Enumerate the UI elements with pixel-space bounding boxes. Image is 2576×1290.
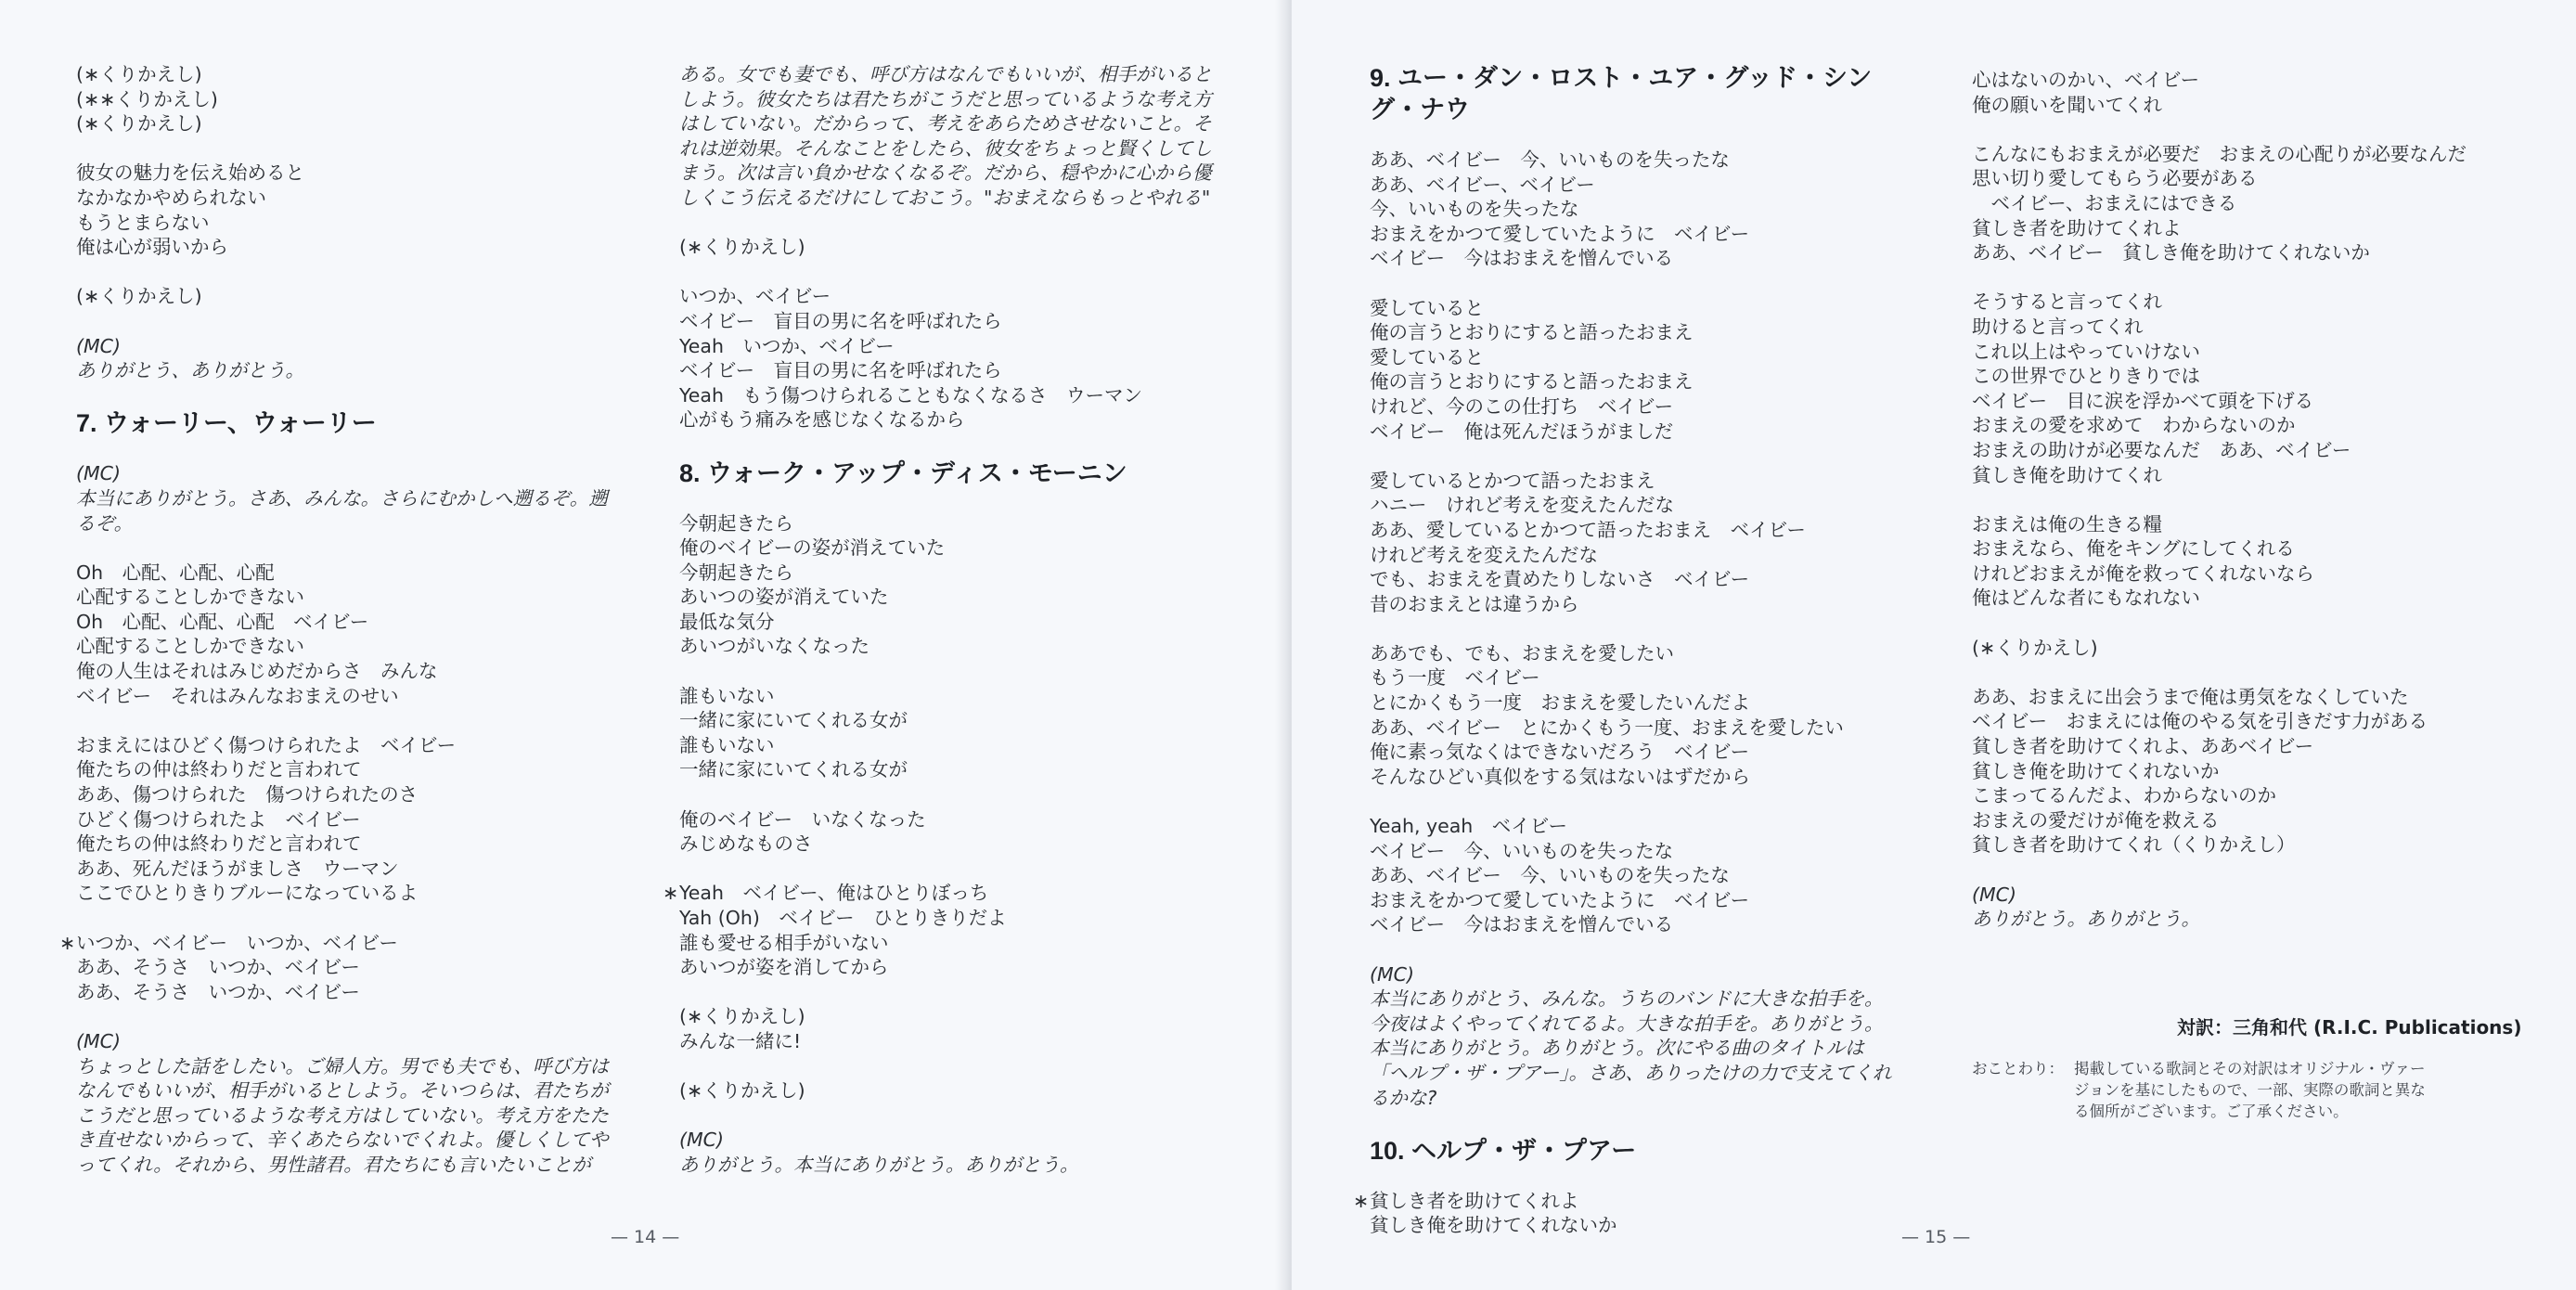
lyric-line: みじめなものさ — [679, 832, 813, 856]
lyric-line: いつか、ベイビー いつか、ベイビー — [76, 931, 398, 954]
song-title: 9. ユー・ダン・ロスト・ユア・グッド・シング・ナウ — [1370, 64, 1873, 123]
left-column-2 — [663, 62, 1217, 1178]
lyric-line: ああ、ベイビー 貧しき俺を助けてくれないか — [1972, 241, 2370, 264]
lyric-line: ハニー けれど考えを変えたんだな — [1370, 494, 1674, 517]
lyric-block — [1370, 296, 1899, 445]
lyric-line: そうすると言ってくれ — [1972, 290, 2162, 314]
lyric-block — [76, 62, 619, 136]
lyric-line: おまえの助けが必要なんだ ああ、ベイビー — [1972, 438, 2351, 461]
mc-label: (MC) — [76, 462, 121, 485]
mc-block — [679, 1128, 1217, 1177]
right-column-2 — [1972, 68, 2529, 932]
lyric-line: おまえをかつて愛していたように ベイビー — [1370, 222, 1750, 245]
disclaimer-text: 掲載している歌詞とその対訳はオリジナル・ヴァージョンを基にしたもので、一部、実際の歌詞と異なる個所がございます。ご了承ください。 — [2074, 1060, 2426, 1120]
lyric-line: 俺たちの仲は終わりだと言われて — [76, 758, 362, 781]
right-column-1 — [1353, 62, 1899, 1238]
lyric-line: 助けると言ってくれ — [1972, 315, 2144, 338]
mc-label: (MC) — [1370, 962, 1414, 986]
lyric-line: 心配することしかできない — [76, 635, 304, 658]
lyric-line: ああ、傷つけられた 傷つけられたのさ — [76, 783, 419, 806]
mc-text: ちょっとした話をしたい。ご婦人方。男でも夫でも、呼び方はなんでもいいが、相手がいるとしよう。そいつらは、君たちがこうだと思っているような考え方はしていない。考え方をたたき直せないからって、辛くあたらないでくれよ。優しくしてやってくれ。それから、男性諸君。君たちにも言いたいことが — [76, 1054, 609, 1176]
lyric-line: 貧しき俺を助けてくれ — [1972, 463, 2162, 486]
lyric-line: ああ、そうさ いつか、ベイビー — [76, 956, 360, 979]
mc-label: (MC) — [76, 1029, 121, 1052]
lyric-line: 愛していると — [1370, 345, 1484, 368]
lyric-line: いつか、ベイビー — [679, 285, 831, 308]
mc-label: (MC) — [76, 334, 121, 357]
lyric-block — [679, 284, 1217, 432]
lyric-line: 今、いいものを失ったな — [1370, 198, 1579, 221]
lyric-block — [1972, 68, 2529, 117]
lyric-line: 愛していると — [1370, 296, 1484, 319]
lyric-line: (∗くりかえし) — [679, 1079, 805, 1103]
lyric-block — [679, 1004, 1217, 1053]
lyric-line: Yah (Oh) ベイビー ひとりきりだよ — [679, 907, 1007, 929]
chorus-marker: ∗ — [663, 882, 679, 905]
lyric-line: 思い切り愛してもらう必要がある — [1972, 167, 2258, 190]
lyric-line: ああ、そうさ いつか、ベイビー — [76, 980, 360, 1003]
lyric-line: 貧しき者を助けてくれよ — [1370, 1189, 1579, 1212]
lyric-block — [1370, 148, 1899, 271]
lyric-line: 誰もいない — [679, 733, 775, 756]
lyric-line: 一緒に家にいてくれる女が — [679, 709, 908, 732]
lyric-block — [76, 284, 619, 309]
lyric-line: ベイビー 今はおまえを憎んでいる — [1370, 247, 1674, 270]
lyric-line: これ以上はやっていけない — [1972, 340, 2200, 363]
lyric-line: ああでも、でも、おまえを愛したい — [1370, 641, 1674, 664]
lyric-line: 心配することしかできない — [76, 586, 304, 609]
lyric-block — [679, 235, 1217, 260]
lyric-line: 貧しき者を助けてくれよ — [1972, 216, 2182, 239]
lyric-line: 昔のおまえとは違うから — [1370, 592, 1579, 615]
lyric-line: こまってるんだよ、わからないのか — [1972, 784, 2276, 807]
lyric-line: (∗くりかえし) — [679, 1005, 805, 1028]
mc-block — [1972, 883, 2529, 932]
mc-text: 本当にありがとう。さあ、みんな。さらにむかしへ遡るぞ。遡るぞ。 — [76, 486, 608, 535]
lyric-line: そんなひどい真似をする気はないはずだから — [1370, 765, 1750, 788]
lyric-line: 貧しき俺を助けてくれないか — [1370, 1214, 1617, 1237]
lyric-block — [1972, 290, 2529, 487]
lyric-line: 俺の人生はそれはみじめだからさ みんな — [76, 660, 438, 683]
lyric-line: 最低な気分 — [679, 610, 775, 633]
lyric-block — [1370, 641, 1899, 790]
lyric-line: この世界でひとりきりでは — [1972, 365, 2200, 388]
lyric-block — [76, 733, 619, 906]
lyric-line: 一緒に家にいてくれる女が — [679, 758, 908, 781]
lyric-block-chorus — [663, 881, 1217, 979]
lyric-block — [76, 561, 619, 709]
lyric-line: 俺たちの仲は終わりだと言われて — [76, 832, 362, 856]
mc-text: ある。女でも妻でも、呼び方はなんでもいいが、相手がいるとしよう。彼女たちは君たちがこうだと思っているような考え方はしていない。だからって、考えをあらためさせないこと。それは逆効果。そんなことをしたら、彼女をちょっと賢くしてしまう。次は言い負かせなくなるぞ。だから、穏やかに心から優しくこう伝えるだけにしておこう。"おまえならもっとやれる" — [679, 63, 1212, 209]
lyric-line: おまえは俺の生きる糧 — [1972, 512, 2162, 535]
lyric-line: (∗くりかえし) — [76, 63, 202, 85]
lyric-line: 誰も愛せる相手がいない — [679, 931, 889, 954]
lyric-line: けれどおまえが俺を救ってくれないなら — [1972, 561, 2314, 585]
lyric-line: 俺の願いを聞いてくれ — [1972, 93, 2162, 116]
translator-credit: 対訳：三角和代 (R.I.C. Publications) — [2177, 1016, 2522, 1038]
lyric-line: けれど考えを変えたんだな — [1370, 543, 1598, 566]
lyric-line: 俺のベイビー いなくなった — [679, 807, 926, 831]
song-title: 8. ウォーク・アップ・ディス・モーニン — [679, 458, 1127, 487]
chorus-marker: ∗ — [59, 931, 76, 954]
lyric-line: ベイビー 俺は死んだほうがましだ — [1370, 419, 1674, 443]
mc-text: ありがとう。ありがとう。 — [1972, 908, 2200, 931]
lyric-line: 心がもう痛みを感じなくなるから — [679, 408, 965, 432]
lyric-line: ああ、ベイビー 今、いいものを失ったな — [1370, 148, 1730, 171]
lyric-line: もうとまらない — [76, 211, 210, 234]
lyric-block — [76, 161, 619, 259]
lyric-line: ベイビー 盲目の男に名を呼ばれたら — [679, 309, 1002, 332]
lyric-line: おまえの愛だけが俺を救える — [1972, 808, 2220, 832]
lyric-line: とにかくもう一度 おまえを愛したいんだよ — [1370, 691, 1750, 715]
lyric-line: ああ、おまえに出会うまで俺は勇気をなくしていた — [1972, 685, 2409, 708]
mc-block — [679, 62, 1217, 211]
lyric-block — [1972, 685, 2529, 858]
lyric-block-chorus — [1353, 1189, 1899, 1238]
lyric-line: もう一度 ベイビー — [1370, 666, 1540, 690]
lyric-line: おまえなら、俺をキングにしてくれる — [1972, 537, 2295, 561]
disclaimer-label: おことわり： — [1972, 1060, 2064, 1077]
mc-text: 本当にありがとう、みんな。うちのバンドに大きな拍手を。今夜はよくやってくれてるよ。大きな拍手を。ありがとう。本当にありがとう。ありがとう。次にやる曲のタイトルは「ヘルプ・ザ・プアー」。さあ、ありったけの力で支えてくれるかな? — [1370, 987, 1892, 1109]
lyric-block — [1972, 512, 2529, 611]
lyric-line: こんなにもおまえが必要だ おまえの心配りが必要なんだ — [1972, 142, 2467, 165]
lyric-block — [679, 684, 1217, 782]
mc-block — [76, 334, 619, 383]
lyric-line: ベイビー 盲目の男に名を呼ばれたら — [679, 359, 1002, 382]
page-number: — 14 — — [611, 1227, 680, 1247]
lyric-line: ベイビー おまえには俺のやる気を引きだす力がある — [1972, 710, 2428, 733]
lyric-line: (∗くりかえし) — [76, 112, 202, 135]
lyric-line: Oh 心配、心配、心配 — [76, 561, 275, 584]
lyric-block — [679, 1078, 1217, 1103]
lyric-line: 貧しき者を助けてくれよ、ああベイビー — [1972, 735, 2314, 758]
lyric-line: ひどく傷つけられたよ ベイビー — [76, 807, 361, 831]
lyric-line: 俺はどんな者にもなれない — [1972, 587, 2200, 610]
lyric-line: (∗∗くりかえし) — [76, 87, 218, 110]
lyric-block — [1370, 814, 1899, 937]
lyric-line: 彼女の魅力を伝え始めると — [76, 161, 304, 185]
lyric-line: ああ、死んだほうがましさ ウーマン — [76, 857, 399, 880]
lyric-line: 今朝起きたら — [679, 511, 793, 535]
lyric-line: 俺に素っ気なくはできないだろう ベイビー — [1370, 741, 1750, 764]
lyric-line: (∗くりかえし) — [679, 236, 805, 259]
mc-block — [76, 461, 619, 535]
lyric-line: 誰もいない — [679, 684, 775, 707]
page-number: — 15 — — [1901, 1227, 1971, 1247]
lyric-line: あいつの姿が消えていた — [679, 586, 889, 609]
mc-text: ありがとう、ありがとう。 — [76, 359, 304, 382]
lyric-line: ベイビー 目に涙を浮かべて頭を下げる — [1972, 389, 2314, 412]
lyric-line: (∗くりかえし) — [1972, 636, 2098, 659]
chorus-marker: ∗ — [1353, 1189, 1370, 1212]
lyric-line: 俺の言うとおりにすると語ったおまえ — [1370, 321, 1694, 344]
lyric-line: (∗くりかえし) — [76, 285, 202, 308]
lyric-line: ああ、ベイビー とにかくもう一度、おまえを愛したい — [1370, 716, 1844, 739]
lyric-line: ああ、愛しているとかつて語ったおまえ ベイビー — [1370, 518, 1806, 541]
lyric-line: ここでひとりきりブルーになっているよ — [76, 882, 419, 905]
lyric-line: Yeah いつか、ベイビー — [679, 334, 895, 357]
lyric-line: 貧しき俺を助けてくれないか — [1972, 759, 2220, 782]
lyric-block — [1972, 142, 2529, 265]
lyric-line: 心はないのかい、ベイビー — [1972, 69, 2200, 91]
lyric-line: なかなかやめられない — [76, 186, 266, 209]
song-title: 10. ヘルプ・ザ・プアー — [1370, 1136, 1637, 1165]
lyric-line: おまえの愛を求めて わからないのか — [1972, 414, 2296, 437]
lyric-line: あいつがいなくなった — [679, 635, 869, 658]
lyric-line: あいつが姿を消してから — [679, 956, 889, 979]
lyric-block — [679, 511, 1217, 660]
lyric-line: みんな一緒に! — [679, 1029, 802, 1052]
song-title: 7. ウォーリー、ウォーリー — [76, 409, 377, 438]
mc-label: (MC) — [679, 1129, 724, 1152]
lyric-line: 愛しているとかつて語ったおまえ — [1370, 469, 1655, 492]
lyric-line: ベイビー、おまえにはできる — [1972, 191, 2237, 214]
lyric-line: Oh 心配、心配、心配 ベイビー — [76, 610, 369, 633]
lyric-line: おまえにはひどく傷つけられたよ ベイビー — [76, 733, 457, 756]
lyric-line: Yeah もう傷つけられることもなくなるさ ウーマン — [679, 383, 1142, 406]
lyric-line: おまえをかつて愛していたように ベイビー — [1370, 888, 1750, 911]
lyric-block — [679, 807, 1217, 857]
mc-text: ありがとう。本当にありがとう。ありがとう。 — [679, 1153, 1079, 1176]
lyric-line: 貧しき者を助けてくれ（くりかえし） — [1972, 833, 2296, 857]
lyric-line: Yeah, yeah ベイビー — [1370, 815, 1567, 838]
mc-block — [76, 1029, 619, 1178]
lyric-line: 俺のベイビーの姿が消えていた — [679, 536, 946, 560]
lyric-line: 俺の言うとおりにすると語ったおまえ — [1370, 370, 1694, 393]
lyric-line: ああ、ベイビー 今、いいものを失ったな — [1370, 864, 1730, 887]
mc-label: (MC) — [1972, 883, 2016, 906]
lyric-line: ああ、ベイビー、ベイビー — [1370, 173, 1595, 196]
lyric-block-chorus — [59, 931, 619, 1005]
lyric-line: ベイビー それはみんなおまえのせい — [76, 684, 399, 707]
lyric-line: けれど、今のこの仕打ち ベイビー — [1370, 394, 1674, 418]
right-page — [1292, 0, 2576, 1290]
disclaimer-note — [1972, 1058, 2454, 1128]
lyric-line: Yeah ベイビー、俺はひとりぼっち — [679, 882, 989, 905]
lyric-line: ベイビー 今、いいものを失ったな — [1370, 839, 1674, 862]
lyric-block — [1370, 469, 1899, 617]
left-column-1 — [59, 62, 619, 1178]
lyric-line: でも、おまえを責めたりしないさ ベイビー — [1370, 568, 1750, 591]
lyric-line: ベイビー 今はおまえを憎んでいる — [1370, 913, 1674, 936]
lyric-line: 俺は心が弱いから — [76, 236, 228, 259]
lyric-line: 今朝起きたら — [679, 561, 793, 584]
mc-block — [1370, 962, 1899, 1111]
lyric-block — [1972, 636, 2529, 661]
